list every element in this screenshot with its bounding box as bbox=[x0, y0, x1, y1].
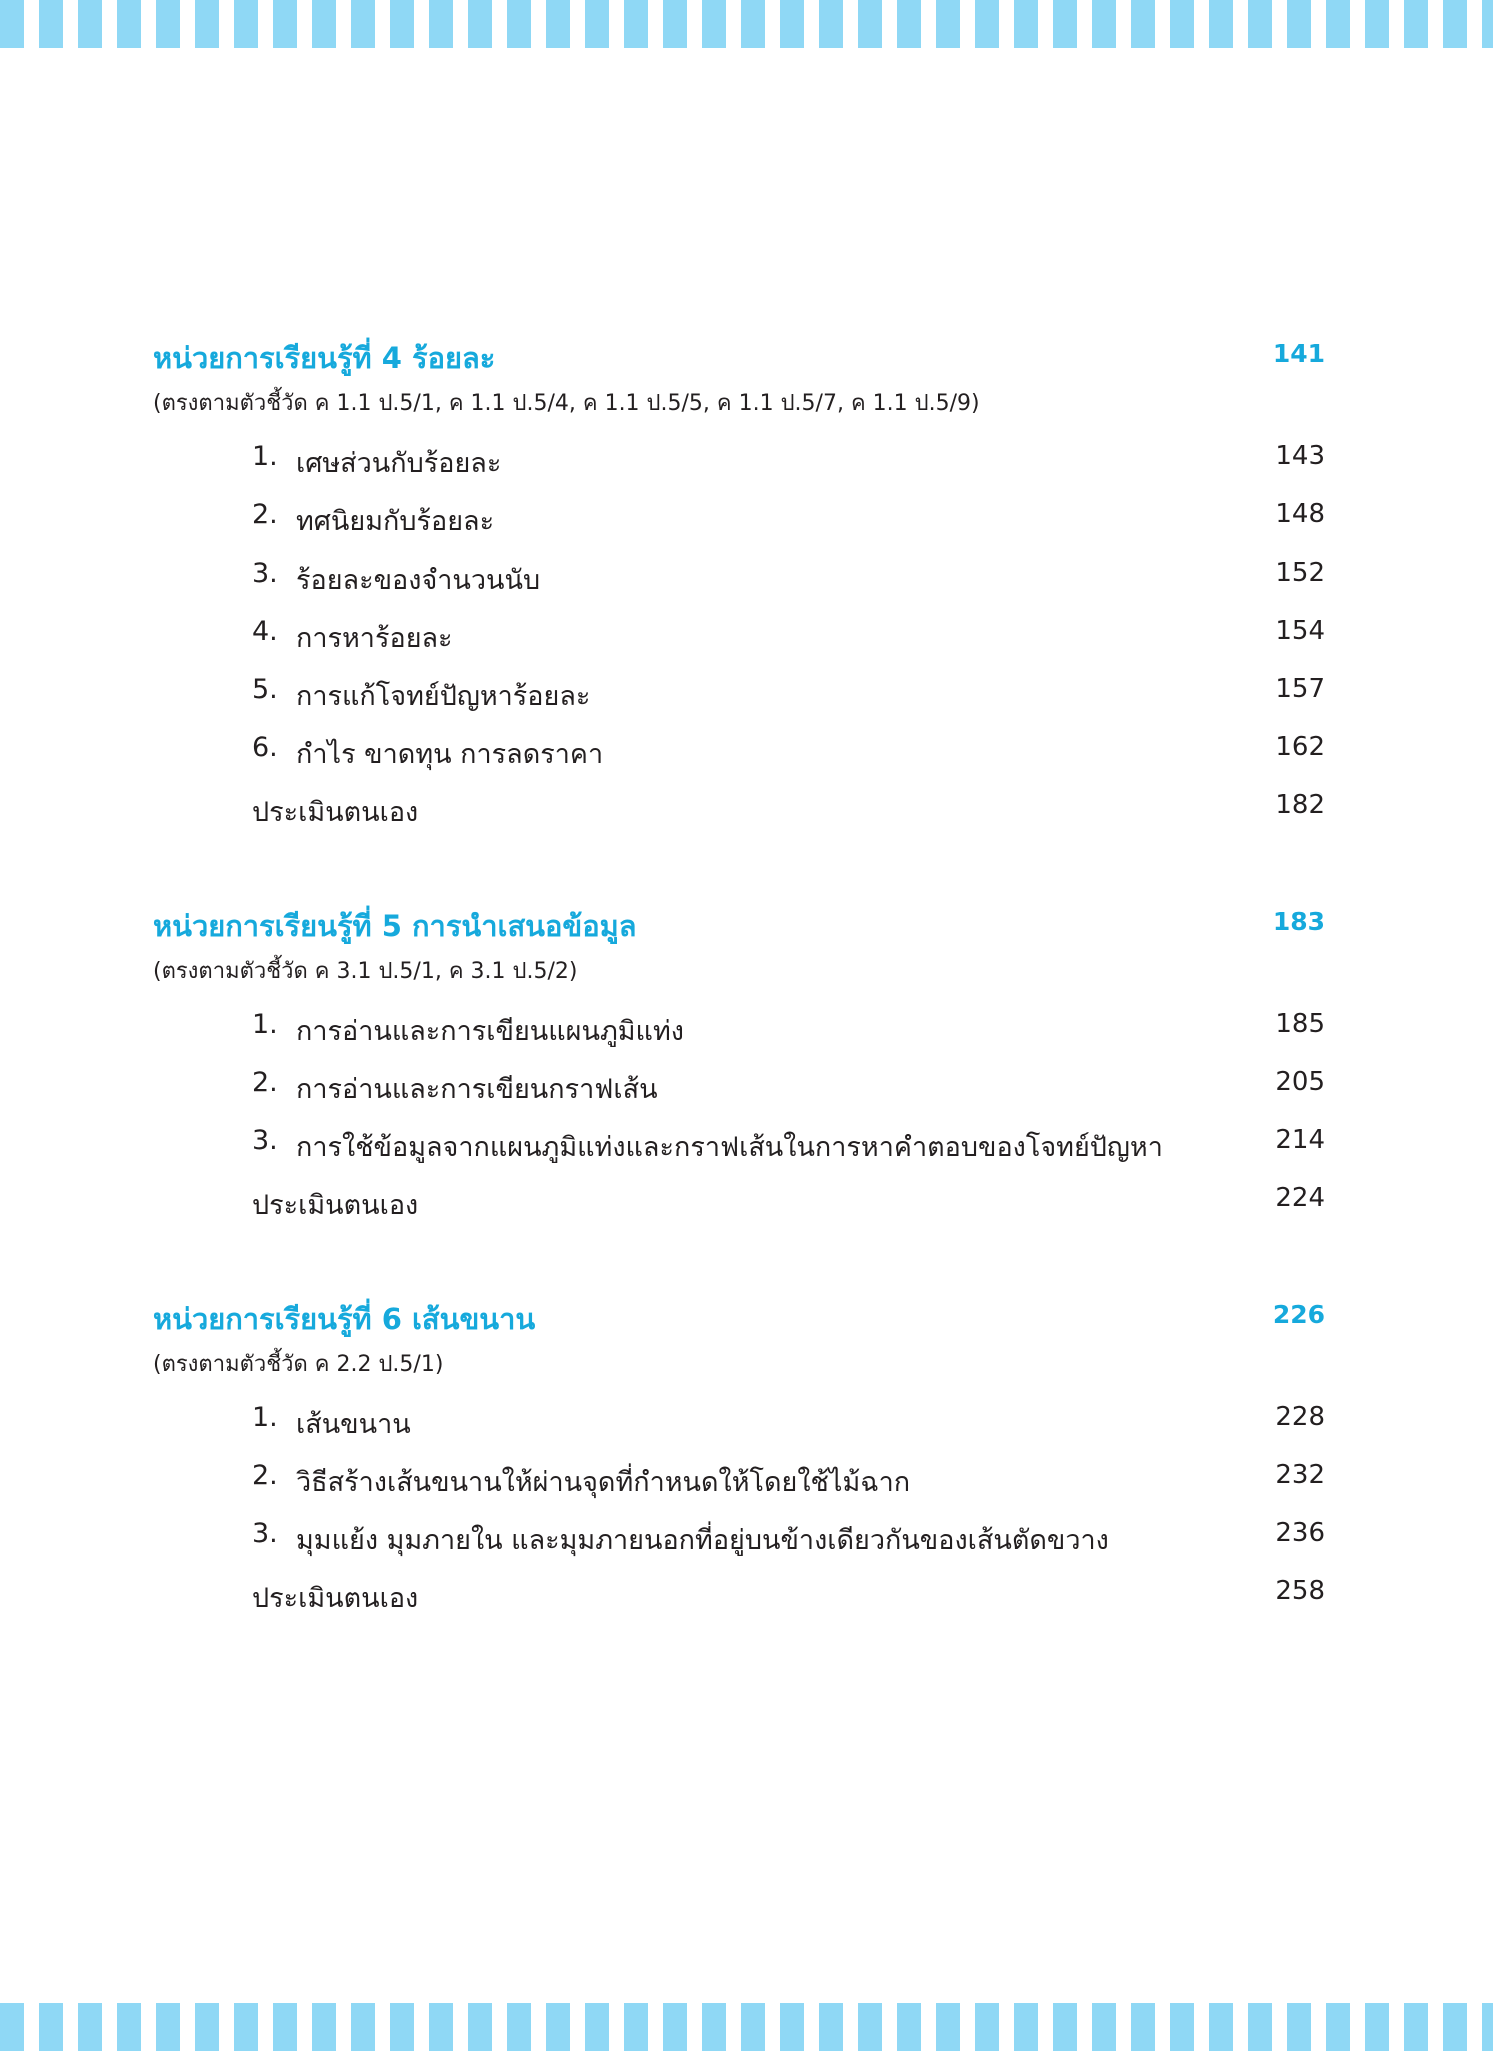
toc-item bbox=[252, 1460, 1325, 1500]
item-page-number: 232 bbox=[1275, 1460, 1325, 1490]
item-title: ประเมินตนเอง bbox=[252, 1583, 419, 1614]
toc-item bbox=[252, 1067, 1325, 1107]
item-page-number: 148 bbox=[1275, 499, 1325, 529]
item-number: 3. bbox=[252, 1518, 278, 1549]
unit-page-number: 183 bbox=[1272, 907, 1325, 936]
toc-item bbox=[252, 732, 1325, 772]
item-number: 1. bbox=[252, 1402, 278, 1433]
toc-item bbox=[252, 616, 1325, 656]
item-page-number: 152 bbox=[1275, 558, 1325, 588]
item-number: 5. bbox=[252, 674, 278, 705]
toc-item bbox=[252, 499, 1325, 539]
item-title: การอ่านและการเขียนแผนภูมิแท่ง bbox=[296, 1016, 684, 1047]
toc-item bbox=[252, 1402, 1325, 1442]
unit-heading bbox=[153, 903, 1325, 953]
item-title: ทศนิยมกับร้อยละ bbox=[296, 506, 495, 537]
toc-item bbox=[252, 1125, 1325, 1165]
item-page-number: 154 bbox=[1275, 616, 1325, 646]
unit-title: หน่วยการเรียนรู้ที่ 5 การนำเสนอข้อมูล bbox=[153, 909, 637, 943]
item-title: กำไร ขาดทุน การลดราคา bbox=[296, 739, 604, 770]
item-number: 2. bbox=[252, 1067, 278, 1098]
item-page-number: 185 bbox=[1275, 1009, 1325, 1039]
unit-indicator: (ตรงตามตัวชี้วัด ค 3.1 ป.5/1, ค 3.1 ป.5/2) bbox=[153, 959, 578, 984]
unit-heading bbox=[153, 335, 1325, 385]
item-page-number: 214 bbox=[1275, 1125, 1325, 1155]
item-title: ประเมินตนเอง bbox=[252, 797, 419, 828]
item-title: การแก้โจทย์ปัญหาร้อยละ bbox=[296, 681, 591, 712]
item-number: 4. bbox=[252, 616, 278, 647]
item-title: การอ่านและการเขียนกราฟเส้น bbox=[296, 1074, 658, 1105]
item-title: เศษส่วนกับร้อยละ bbox=[296, 448, 502, 479]
toc-item-self-assessment bbox=[252, 790, 1325, 830]
item-title: ร้อยละของจำนวนนับ bbox=[296, 565, 541, 596]
item-number: 2. bbox=[252, 1460, 278, 1491]
toc-item bbox=[252, 1009, 1325, 1049]
toc-item bbox=[252, 674, 1325, 714]
item-title: การหาร้อยละ bbox=[296, 623, 453, 654]
unit-title: หน่วยการเรียนรู้ที่ 6 เส้นขนาน bbox=[153, 1302, 536, 1336]
item-page-number: 258 bbox=[1275, 1576, 1325, 1606]
item-number: 2. bbox=[252, 499, 278, 530]
item-page-number: 182 bbox=[1275, 790, 1325, 820]
item-page-number: 205 bbox=[1275, 1067, 1325, 1097]
item-title: การใช้ข้อมูลจากแผนภูมิแท่งและกราฟเส้นในการหาคำตอบของโจทย์ปัญหา bbox=[296, 1132, 1163, 1163]
unit-indicator: (ตรงตามตัวชี้วัด ค 1.1 ป.5/1, ค 1.1 ป.5/4, ค 1.1 ป.5/5, ค 1.1 ป.5/7, ค 1.1 ป.5/9) bbox=[153, 391, 980, 416]
item-number: 1. bbox=[252, 1009, 278, 1040]
item-page-number: 236 bbox=[1275, 1518, 1325, 1548]
unit-title: หน่วยการเรียนรู้ที่ 4 ร้อยละ bbox=[153, 341, 496, 375]
item-number: 3. bbox=[252, 1125, 278, 1156]
toc-item bbox=[252, 1518, 1325, 1558]
item-number: 3. bbox=[252, 558, 278, 589]
item-page-number: 224 bbox=[1275, 1183, 1325, 1213]
toc-item bbox=[252, 558, 1325, 598]
item-page-number: 143 bbox=[1275, 441, 1325, 471]
bottom-stripe-border bbox=[0, 2003, 1493, 2051]
unit-page-number: 141 bbox=[1272, 339, 1325, 368]
item-page-number: 157 bbox=[1275, 674, 1325, 704]
top-stripe-border bbox=[0, 0, 1493, 48]
unit-indicator: (ตรงตามตัวชี้วัด ค 2.2 ป.5/1) bbox=[153, 1352, 444, 1377]
item-page-number: 162 bbox=[1275, 732, 1325, 762]
unit-page-number: 226 bbox=[1272, 1300, 1325, 1329]
toc-item-self-assessment bbox=[252, 1576, 1325, 1616]
item-title: ประเมินตนเอง bbox=[252, 1190, 419, 1221]
item-title: มุมแย้ง มุมภายใน และมุมภายนอกที่อยู่บนข้างเดียวกันของเส้นตัดขวาง bbox=[296, 1525, 1109, 1556]
item-page-number: 228 bbox=[1275, 1402, 1325, 1432]
toc-item-self-assessment bbox=[252, 1183, 1325, 1223]
unit-heading bbox=[153, 1296, 1325, 1346]
item-number: 6. bbox=[252, 732, 278, 763]
item-title: วิธีสร้างเส้นขนานให้ผ่านจุดที่กำหนดให้โดยใช้ไม้ฉาก bbox=[296, 1467, 911, 1498]
item-title: เส้นขนาน bbox=[296, 1409, 411, 1440]
item-number: 1. bbox=[252, 441, 278, 472]
toc-item bbox=[252, 441, 1325, 481]
